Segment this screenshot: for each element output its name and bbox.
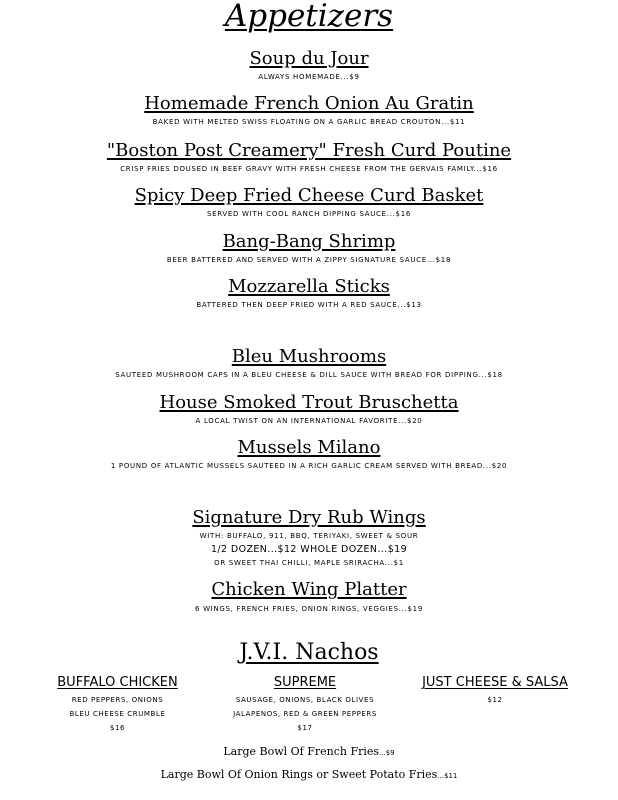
nachos-column-cheese: [400, 675, 590, 707]
nachos-name: SUPREME: [273, 675, 337, 690]
item-name: Soup du Jour: [249, 48, 369, 69]
item-name: Bleu Mushrooms: [231, 346, 387, 367]
nachos-title: J.V.I. Nachos: [239, 640, 379, 665]
nachos-name: BUFFALO CHICKEN: [57, 675, 178, 690]
nachos-line: RED PEPPERS, ONIONS: [71, 696, 164, 704]
item-desc: A LOCAL TWIST ON AN INTERNATIONAL FAVORITE...$20: [195, 417, 423, 425]
side-name: Large Bowl Of French Fries: [223, 745, 380, 758]
item-desc: 1 POUND OF ATLANTIC MUSSELS SAUTEED IN A RICH GARLIC CREAM SERVED WITH BREAD...$20: [110, 462, 508, 470]
nachos-column-buffalo: [30, 675, 205, 735]
item-name: Spicy Deep Fried Cheese Curd Basket: [134, 185, 484, 206]
item-name: "Boston Post Creamery" Fresh Curd Poutine: [106, 140, 512, 161]
item-desc: BATTERED THEN DEEP FRIED WITH A RED SAUCE...$13: [196, 301, 422, 309]
nachos-price: $17: [297, 724, 313, 732]
side-item: [0, 768, 618, 781]
nachos-line: SAUSAGE, ONIONS, BLACK OLIVES: [235, 696, 375, 704]
wings-extra: OR SWEET THAI CHILLI, MAPLE SRIRACHA...$1: [214, 559, 404, 567]
side-item: [0, 745, 618, 758]
nachos-column-supreme: [205, 675, 405, 735]
item-desc: SERVED WITH COOL RANCH DIPPING SAUCE...$16: [206, 210, 412, 218]
item-name: Signature Dry Rub Wings: [192, 507, 426, 528]
nachos-name: JUST CHEESE & SALSA: [422, 675, 568, 690]
nachos-price: $12: [487, 696, 503, 704]
item-name: House Smoked Trout Bruschetta: [159, 392, 459, 413]
item-desc: CRISP FRIES DOUSED IN BEEF GRAVY WITH FRESH CHEESE FROM THE GERVAIS FAMILY...$16: [120, 165, 498, 173]
nachos-line: BLEU CHEESE CRUMBLE: [69, 710, 166, 718]
item-name: Homemade French Onion Au Gratin: [144, 93, 474, 114]
item-name: Bang-Bang Shrimp: [222, 231, 396, 252]
item-desc: SAUTEED MUSHROOM CAPS IN A BLEU CHEESE & DILL SAUCE WITH BREAD FOR DIPPING...$18: [115, 371, 503, 379]
side-name: Large Bowl Of Onion Rings or Sweet Potato Fries: [160, 768, 438, 781]
item-name: Mussels Milano: [237, 437, 381, 458]
side-price: ...$9: [379, 749, 395, 757]
page-title: Appetizers: [224, 0, 394, 34]
item-desc: 6 WINGS, FRENCH FRIES, ONION RINGS, VEGGIES...$19: [194, 605, 423, 613]
nachos-price: $16: [109, 724, 126, 732]
wings-flavors: WITH: BUFFALO, 911, BBQ, TERIYAKI, SWEET & SOUR: [199, 532, 419, 540]
wings-sizes: 1/2 DOZEN...$12 WHOLE DOZEN...$19: [210, 544, 408, 555]
item-name: Chicken Wing Platter: [211, 579, 407, 600]
item-desc: BEER BATTERED AND SERVED WITH A ZIPPY SIGNATURE SAUCE...$18: [166, 256, 452, 264]
side-price: ...$11: [437, 772, 458, 780]
item-name: Mozzarella Sticks: [228, 276, 390, 297]
item-desc: BAKED WITH MELTED SWISS FLOATING ON A GARLIC BREAD CROUTON...$11: [152, 118, 466, 126]
nachos-line: JALAPENOS, RED & GREEN PEPPERS: [233, 710, 377, 718]
item-desc: ALWAYS HOMEMADE...$9: [258, 73, 360, 81]
